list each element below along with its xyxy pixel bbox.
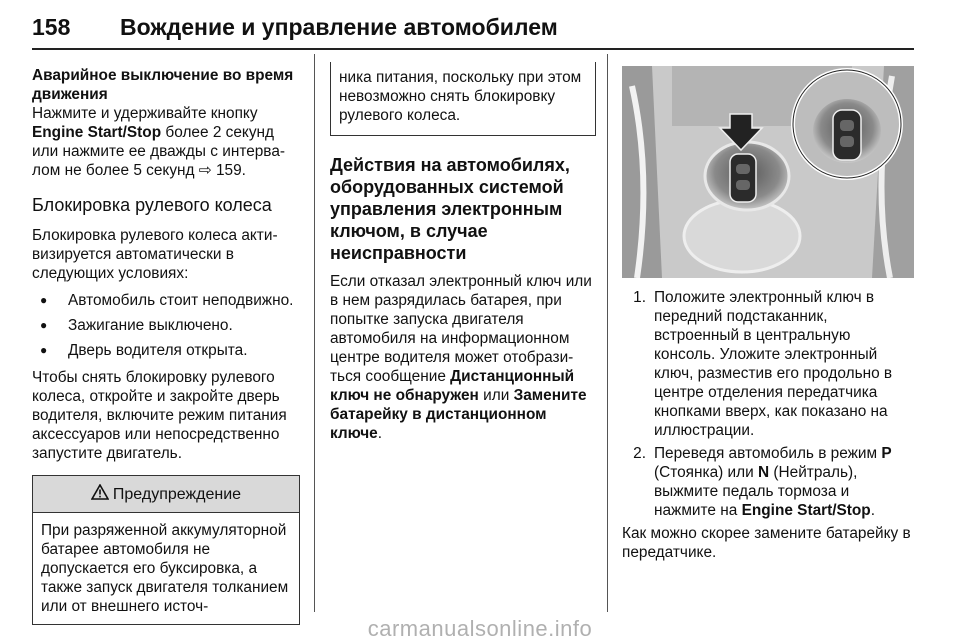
list-item (32, 316, 300, 335)
text: Нажмите и удерживайте кнопку (32, 105, 258, 122)
paragraph-closing: Как можно скорее замените батарейку в передатчике. (622, 525, 911, 561)
page-reference: 159. (215, 162, 246, 179)
step-number: 2. (633, 445, 646, 462)
warning-box (32, 475, 300, 625)
paragraph-steering-lock-intro: Блокировка рулевого колеса активизируется автоматически в следующих условиях: (32, 227, 278, 282)
header-rule (32, 48, 914, 50)
column-2 (330, 62, 598, 443)
gear-p: P (881, 445, 892, 462)
column-1 (32, 66, 300, 625)
text: . (377, 425, 383, 442)
text: более 2 секунд или нажмите ее дважды с интервалом не более 5 секунд (32, 124, 286, 179)
bullet-icon: ● (40, 293, 48, 307)
section-title-emergency-off: Аварийное выключение во время движения (32, 67, 294, 103)
warning-text: При разряженной аккумуляторной батарее автомобиля не допускается его буксировка, а также запуск двигателя толканием или от внешнего источ- (41, 522, 289, 615)
list-item-text: Дверь водителя открыта. (68, 342, 248, 359)
message-replace-battery: Замените батарейку в дистанционном ключе (330, 387, 587, 442)
gear-n: N (758, 464, 770, 481)
warning-label: Предупреждение (112, 485, 242, 503)
text: (Нейтраль), выжмите педаль тормоза и нажмите на (654, 464, 858, 519)
list-item (622, 444, 914, 520)
bullet-icon: ● (40, 343, 48, 357)
section-title-ekey-failure: Действия на автомобилях, оборудованных системой управления электронным ключом, в случае неисправности (330, 155, 570, 263)
list-item (32, 291, 300, 310)
page-title: Вождение и управление автомобилем (120, 14, 558, 40)
column-divider-1 (314, 54, 315, 612)
step-text: Положите электронный ключ в передний подстаканник, встроенный в центральную консоль. Уложите электронный ключ, разместив его продольно в центре отделения передатчика кнопками вверх, как показано на иллюстрации. (654, 289, 893, 439)
column-3 (622, 288, 914, 562)
text: Если отказал электронный ключ или в нем разрядилась батарея, при попытке запуска двигателя автомобиля на информационном центре водителя может отобразиться сообщение (330, 273, 592, 385)
text: . (870, 502, 875, 519)
steps-list (622, 288, 914, 520)
warning-header (33, 476, 299, 513)
column-divider-2 (607, 54, 608, 612)
warning-text-continued: ника питания, поскольку при этом невозможно снять блокировку рулевого колеса. (339, 69, 582, 124)
button-name: Engine Start/Stop (741, 502, 871, 519)
warning-box-continued (330, 62, 596, 136)
bullet-icon: ● (40, 318, 48, 332)
text: (Стоянка) или (654, 464, 754, 481)
page-number: 158 (32, 14, 71, 40)
watermark: carmanualsonline.info (367, 616, 593, 641)
text: Переведя автомобиль в режим (654, 445, 878, 462)
message-key-not-detected: Дистанционный ключ не обнаружен (330, 368, 575, 404)
list-item (622, 288, 914, 440)
step-number: 1. (633, 289, 646, 306)
list-item-text: Автомобиль стоит неподвижно. (68, 292, 294, 309)
paragraph-ekey-failure (330, 272, 598, 443)
illustration-key-in-cupholder (622, 66, 914, 278)
button-name: Engine Start/Stop (32, 124, 162, 141)
section-title-steering-lock: Блокировка рулевого колеса (32, 195, 272, 215)
list-item-text: Зажигание выключено. (68, 317, 233, 334)
text: или (483, 387, 510, 404)
warning-triangle-icon (91, 484, 109, 505)
paragraph-emergency-off (32, 104, 300, 180)
step-text (654, 444, 914, 520)
bullet-list (32, 291, 300, 360)
paragraph-unlock: Чтобы снять блокировку рулевого колеса, откройте и закройте дверь водителя, включите режим питания аксессуаров или непосредственно запустите двигатель. (32, 369, 287, 462)
list-item (32, 341, 300, 360)
page-reference-icon: ⇨ (198, 162, 212, 179)
